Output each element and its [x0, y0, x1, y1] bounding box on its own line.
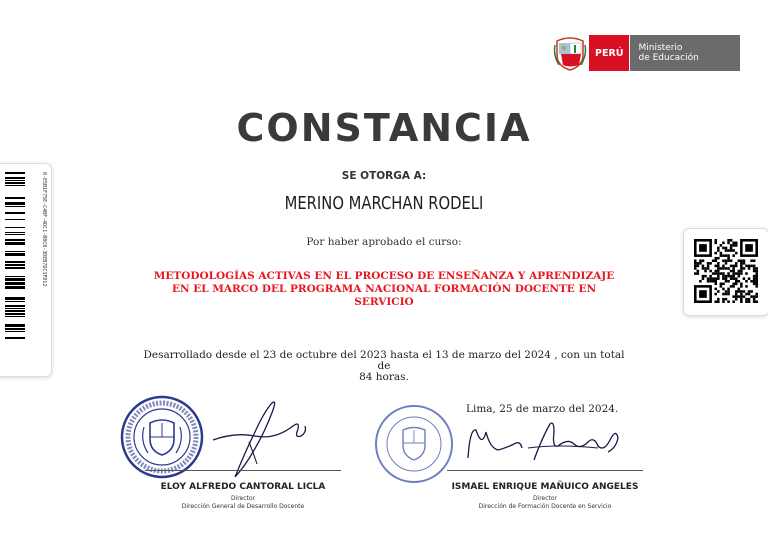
approved-text: Por haber aprobado el curso: — [306, 236, 462, 248]
signatory-role-right: Director — [532, 495, 558, 502]
ministry-line-2: de Educación — [638, 53, 699, 63]
official-seal-left — [118, 393, 206, 481]
granted-to-label: SE OTORGA A: — [341, 170, 427, 182]
signatory-name-left: ELOY ALFREDO CANTORAL LICLA — [160, 482, 326, 492]
duration-line-2: 84 horas. — [359, 371, 409, 383]
signatory-name-right: ISMAEL ENRIQUE MAÑUICO ANGELES — [451, 482, 639, 492]
certificate-title: CONSTANCIA — [236, 106, 532, 150]
duration-text — [140, 350, 628, 383]
barcode-code: 0-E5B1F75E-C4BF-4DC1-B8C8-3DEB7DC3FD12 — [41, 172, 47, 287]
signature-line-left — [145, 470, 341, 471]
ministry-line-1: Ministerio — [638, 43, 683, 53]
course-line-2: EN EL MARCO DEL PROGRAMA NACIONAL FORMACIÓN DOCENTE EN — [171, 283, 597, 295]
course-line-1: METODOLOGÍAS ACTIVAS EN EL PROCESO DE ENSEÑANZA Y APRENDIZAJE — [153, 270, 615, 282]
signature-line-right — [447, 470, 643, 471]
recipient-name: MERINO MARCHAN RODELI — [284, 193, 484, 214]
country-label: PERÚ — [589, 35, 629, 71]
peru-coat-of-arms-icon — [553, 35, 587, 71]
place-date: Lima, 25 de marzo del 2024. — [466, 403, 619, 415]
signature-left — [205, 392, 315, 482]
official-seal-right — [372, 402, 456, 486]
qr-code-icon — [694, 239, 758, 303]
ministry-label — [629, 35, 740, 71]
ministry-logo — [553, 35, 740, 71]
duration-line-1: Desarrollado desde el 23 de octubre del 2023 hasta el 13 de marzo del 2024 , con un total de — [143, 349, 625, 372]
signatory-office-right: Dirección de Formación Docente en Servicio — [478, 503, 612, 510]
signatory-office-left: Dirección General de Desarrollo Docente — [181, 503, 305, 510]
course-line-3: SERVICIO — [354, 296, 414, 308]
signatory-role-left: Director — [230, 495, 256, 502]
signature-right — [458, 418, 633, 468]
course-title — [150, 270, 618, 309]
